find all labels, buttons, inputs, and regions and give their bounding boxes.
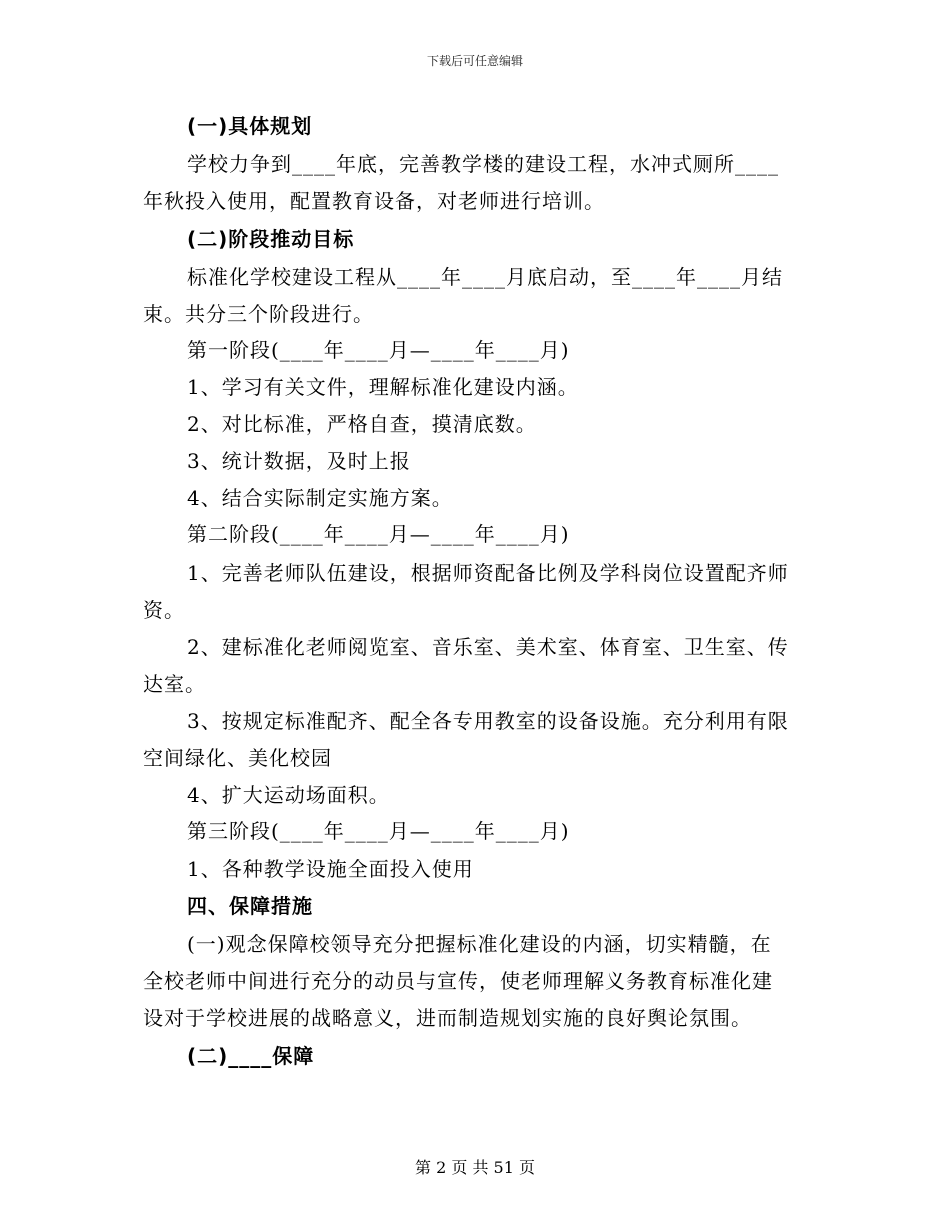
- list-item-continued: 达室。: [143, 672, 206, 696]
- section-heading: (二)阶段推动目标: [187, 227, 355, 251]
- paragraph-line: 学校力争到____年底，完善教学楼的建设工程，水冲式厕所____: [187, 152, 779, 176]
- stage-heading: 第二阶段(____年____月—____年____月): [187, 522, 570, 546]
- stage-heading: 第一阶段(____年____月—____年____月): [187, 338, 570, 362]
- list-item: 3、统计数据，及时上报: [187, 449, 411, 473]
- section-heading: (一)具体规划: [187, 114, 313, 138]
- list-item: 3、按规定标准配齐、配全各专用教室的设备设施。充分利用有限: [187, 709, 789, 733]
- list-item-continued: 空间绿化、美化校园: [143, 746, 332, 770]
- list-item: 4、扩大运动场面积。: [187, 783, 390, 807]
- paragraph-line: 全校老师中间进行充分的动员与宣传，使老师理解义务教育标准化建: [143, 969, 773, 993]
- page-header-note: 下载后可任意编辑: [426, 54, 523, 68]
- paragraph-line: 标准化学校建设工程从____年____月底启动，至____年____月结: [187, 265, 783, 289]
- list-item: 1、学习有关文件，理解标准化建设内涵。: [187, 375, 579, 399]
- paragraph-line: 束。共分三个阶段进行。: [143, 302, 374, 326]
- page-number: 第 2 页 共 51 页: [415, 1158, 535, 1177]
- paragraph-line: 年秋投入使用，配置教育设备，对老师进行培训。: [143, 189, 605, 213]
- list-item: 1、完善老师队伍建设，根据师资配备比例及学科岗位设置配齐师: [187, 561, 789, 585]
- list-item-continued: 资。: [143, 598, 185, 622]
- section-heading: 四、保障措施: [187, 894, 313, 918]
- list-item: 4、结合实际制定实施方案。: [187, 486, 453, 510]
- list-item: 2、对比标准，严格自查，摸清底数。: [187, 412, 537, 436]
- list-item: 1、各种教学设施全面投入使用: [187, 857, 474, 881]
- stage-heading: 第三阶段(____年____月—____年____月): [187, 819, 570, 843]
- paragraph-line: 设对于学校进展的战略意义，进而制造规划实施的良好舆论氛围。: [143, 1006, 752, 1030]
- list-item: 2、建标准化老师阅览室、音乐室、美术室、体育室、卫生室、传: [187, 635, 789, 659]
- section-heading: (二)____保障: [187, 1044, 315, 1068]
- paragraph-line: (一)观念保障校领导充分把握标准化建设的内涵，切实精髓，在: [187, 932, 772, 956]
